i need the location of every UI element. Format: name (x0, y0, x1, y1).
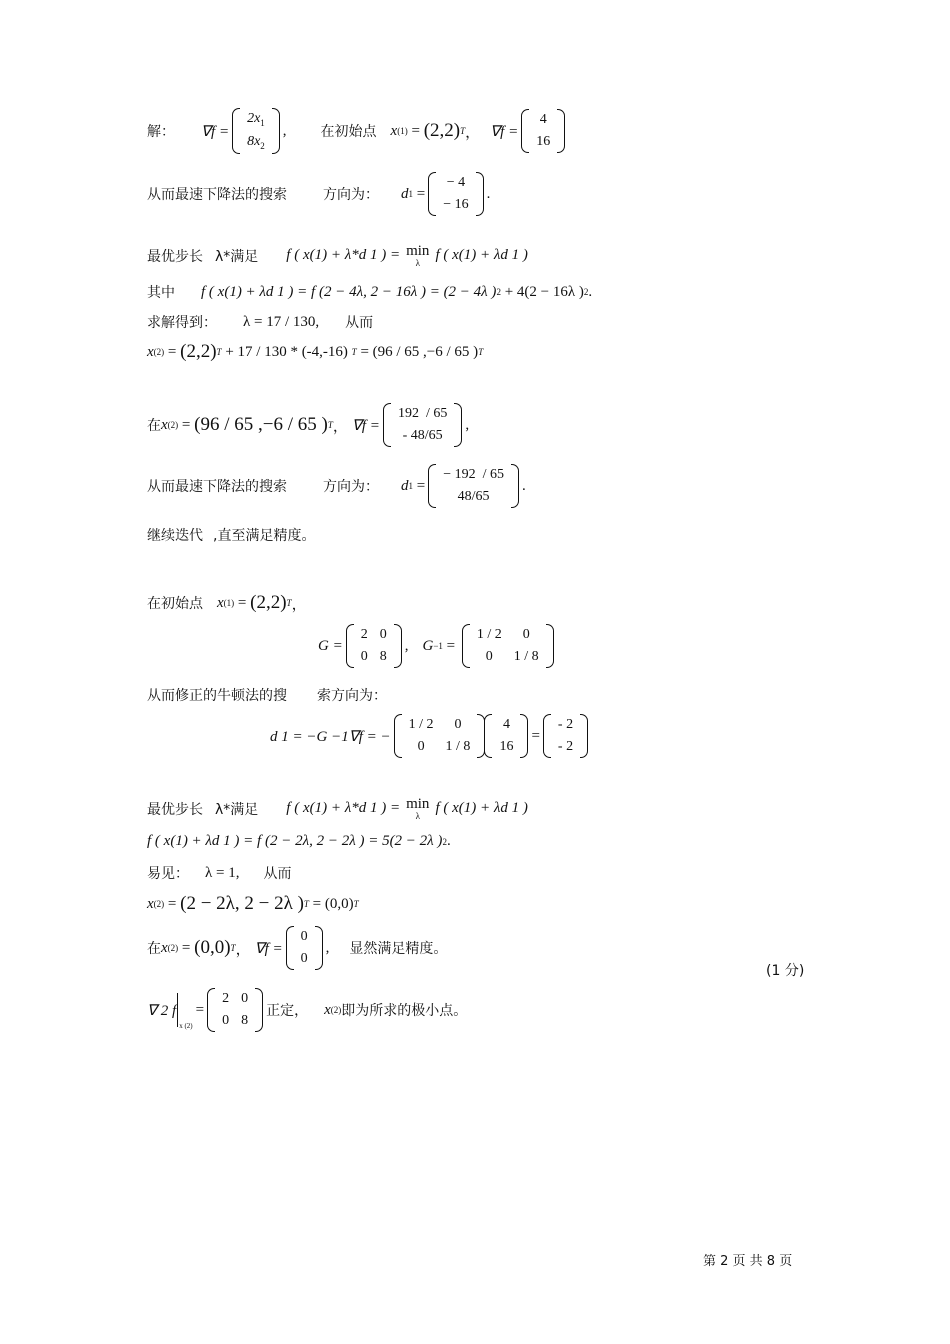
newton-init-line: 在初始点 x (1) = (2,2) T ， (147, 592, 307, 613)
easy-see-line (147, 863, 291, 883)
H-21: 0 (222, 1013, 230, 1028)
transpose-mark-4: T (478, 347, 484, 357)
newton-x2-line: x (2) = (2 − 2λ, 2 − 2λ ) T = (0,0) T (147, 893, 359, 914)
hessian-subscript: x (2) (179, 1022, 193, 1030)
Ginv-21: 0 (485, 649, 493, 664)
newton-direction-text: 从而修正的牛顿法的搜 (147, 688, 287, 704)
transpose-mark: T (460, 126, 466, 136)
transpose-mark-9: T (230, 943, 236, 953)
among-text: 其中 (147, 285, 175, 301)
newton-x2-point: (2 − 2λ, 2 − 2λ ) (180, 893, 304, 914)
initial-point-2: (2,2) (180, 341, 217, 362)
gz-entry-2: 0 (300, 951, 308, 966)
x2-sup-2: (2) (167, 420, 179, 430)
grad-sub-1: 1 (260, 118, 265, 128)
step-expression-lhs: f ( x(1) + λ*d 1 ) = (286, 247, 401, 263)
G-22: 8 (379, 649, 387, 664)
continue-line (147, 525, 315, 545)
newton-direction-is-text: 索方向为： (317, 688, 387, 704)
gradient-line: 解： ∇f = $2x_1$ $8x_2$ , 在初始点 x (1) = (2,2) T ， ∇f = 4 16 (147, 108, 568, 154)
d2-vector (428, 464, 519, 508)
d1-symbol-2: d (401, 477, 409, 494)
gn-entry-2: 16 (499, 739, 514, 754)
x2-symbol-2: x (161, 416, 168, 433)
grad-x1-entry-1: 4 (539, 112, 547, 127)
x2-sup: (2) (153, 347, 165, 357)
transpose-mark-7: T (303, 899, 309, 909)
G-label: G = (318, 637, 343, 654)
H-22: 8 (241, 1013, 249, 1028)
x2-sup-3: (2) (153, 899, 165, 909)
d1-vector (428, 172, 483, 216)
d1-sup-2: 1 (408, 481, 413, 491)
continue-text-2: ,直至满足精度。 (213, 528, 316, 544)
step-expression-rhs: f ( x(1) + λd 1 ) (435, 247, 528, 263)
newton-expansion: f ( x(1) + λd 1 ) = f (2 − 2λ, 2 − 2λ ) = 5(2 − 2λ ) (147, 833, 443, 849)
lambda-star-text-2: λ*满足 (215, 801, 259, 818)
x2-sup-5: (2) (330, 1005, 342, 1015)
zero-point: (0,0) (194, 937, 231, 958)
period-2: . (446, 833, 451, 849)
sd-direction-text: 从而最速下降法的搜索 (147, 187, 287, 203)
d1-entry-2: − 16 (443, 197, 469, 212)
x2-symbol-5: x (324, 1001, 331, 1018)
step-expression-lhs-2: f ( x(1) + λ*d 1 ) = (286, 800, 401, 816)
nr-entry-2: - 2 (557, 739, 574, 754)
grad-sub-2: 2 (260, 141, 265, 151)
square-2: 2 (583, 287, 589, 297)
direction-is-text-2: 方向为： (323, 479, 379, 495)
transpose-mark-2: T (216, 347, 222, 357)
grad-x2-entry-1: 192 / 65 (397, 406, 448, 421)
optimal-step-line-2 (147, 796, 528, 821)
page-footer: 第 2 页 共 8 页 (703, 1254, 793, 1269)
x1-symbol: x (390, 122, 398, 139)
continue-text: 继续迭代 (147, 528, 203, 544)
thus-text: 从而 (345, 315, 374, 331)
min-word: min (406, 243, 430, 259)
d2-entry-2: 48/65 (457, 489, 490, 504)
H-11: 2 (222, 991, 230, 1006)
d2-entry-1: − 192 / 65 (443, 467, 505, 482)
transpose-mark-6: T (286, 598, 292, 608)
x2-step-expression: + 17 / 130 * (-4,-16) (221, 343, 352, 360)
G-matrix (346, 624, 402, 668)
Ginv2-11: 1 / 2 (408, 717, 434, 732)
solution-label: 解： (147, 124, 175, 140)
transpose-mark-5: T (327, 420, 333, 430)
period: . (588, 283, 593, 300)
newton-result-vector (543, 714, 588, 758)
x1-symbol-2: x (217, 594, 224, 611)
transpose-mark-3: T (351, 347, 357, 357)
lambda-one: λ = 1, (205, 864, 240, 881)
expansion-expression: f ( x(1) + λd 1 ) = f (2 − 4λ, 2 − 16λ ) = (2 − 4λ ) (201, 283, 497, 300)
sd-direction-line-2: 从而最速下降法的搜索 方向为： d 1 = − 192 / 65 48/65 . (147, 464, 526, 508)
H-12: 0 (241, 991, 249, 1006)
square-1: 2 (496, 287, 501, 297)
equals: = (416, 185, 426, 202)
grad-x1-entry-2: 16 (536, 134, 551, 149)
min-word-2: min (406, 796, 430, 812)
grad-f-label-4: ∇f = (254, 940, 283, 957)
G-inverse-matrix (462, 624, 554, 668)
newton-x2-result: = (0,0) (308, 895, 354, 912)
G-inverse-symbol: G (422, 637, 434, 654)
optimal-step-line-1 (147, 243, 528, 268)
optimal-step-text: 最优步长 (147, 248, 203, 265)
at-text: 在 (147, 418, 161, 434)
lambda-star-text: λ*满足 (215, 248, 259, 265)
Ginv-22: 1 / 8 (513, 649, 539, 664)
hessian-conclusion-line (147, 988, 467, 1032)
equals-4: = (195, 1001, 205, 1018)
satisfied-text: 显然满足精度。 (349, 941, 448, 957)
grad-vector-newton (484, 714, 528, 758)
evaluation-bar (177, 993, 178, 1027)
grad-f-label-2: ∇f = (490, 123, 519, 140)
sd-direction-line-1: 从而最速下降法的搜索 方向为： d 1 = − 4 − 16 . (147, 172, 490, 216)
expansion-line (147, 282, 592, 302)
G-11: 2 (360, 627, 368, 642)
grad-x2-entry-2: - 48/65 (402, 428, 443, 443)
grad-f-label: ∇f = (201, 123, 230, 140)
grad-zero-vector (286, 926, 323, 970)
x2-symbol-4: x (161, 939, 168, 956)
x2-result: = (96 / 65 ,−6 / 65 ) (356, 343, 479, 360)
grad-entry-1: 2x (247, 111, 261, 126)
newton-direction-lhs: d 1 = −G −1∇f = − (270, 728, 391, 745)
hessian-line: G = 2 0 0 8 , G −1 = 1 / 2 0 0 1 / 8 (318, 624, 557, 668)
at-initial-point-label: 在初始点 (320, 124, 377, 140)
x1-sup: (1) (397, 126, 408, 136)
hessian-matrix (207, 988, 263, 1032)
easy-see-text: 易见： (147, 866, 189, 882)
grad-at-x1-vector (521, 109, 565, 153)
equals-2: = (416, 477, 426, 494)
G-inverse-sup: −1 (433, 641, 443, 651)
is-minimum-text: 即为所求的极小点。 (341, 1003, 468, 1019)
G-12: 0 (379, 627, 387, 642)
direction-is-text: 方向为： (323, 187, 379, 203)
d1-symbol: d (401, 185, 409, 202)
thus-text-2: 从而 (263, 866, 292, 882)
initial-point-3: (2,2) (250, 592, 287, 613)
step-expression-rhs-2: f ( x(1) + λd 1 ) (435, 800, 528, 816)
gn-entry-1: 4 (502, 717, 510, 732)
square-3: 2 (442, 836, 447, 847)
Ginv2-12: 0 (454, 717, 462, 732)
Ginv-12: 0 (522, 627, 530, 642)
x2-computation-line: x (2) = (2,2) T + 17 / 130 * (-4,-16) T = (96 / 65 ,−6 / 65 ) T (147, 341, 484, 362)
grad-at-x2-vector (383, 403, 462, 447)
positive-definite-text: 正定， (266, 1003, 309, 1019)
G-inverse-matrix-2 (394, 714, 486, 758)
newton-direction-eq (270, 714, 591, 758)
Ginv-11: 1 / 2 (476, 627, 502, 642)
x1-sup-2: (1) (223, 598, 235, 608)
newton-expansion-line (147, 833, 451, 850)
at-text-2: 在 (147, 941, 161, 957)
grad-symbolic-vector (232, 108, 280, 154)
lambda-value: λ = 17 / 130, (243, 313, 320, 330)
Ginv2-21: 0 (417, 739, 425, 754)
solve-text: 求解得到： (147, 315, 217, 331)
G-21: 0 (360, 649, 368, 664)
min-subscript-2: λ (415, 811, 420, 821)
x2-symbol: x (147, 343, 154, 360)
optimal-step-text-2: 最优步长 (147, 801, 203, 818)
newton-direction-text-line (147, 685, 387, 705)
gz-entry-1: 0 (300, 929, 308, 944)
grad-f-label-3: ∇f = (351, 417, 380, 434)
at-zero-line: 在 x (2) = (0,0) T ， ∇f = 0 0 , 显然满足精度。 (147, 926, 447, 970)
solve-line (147, 312, 373, 332)
hessian-symbol: ∇ 2 f (147, 1002, 177, 1019)
expansion-middle: + 4(2 − 16λ ) (500, 283, 584, 300)
d1-entry-1: − 4 (446, 175, 466, 190)
at-initial-point-label-2: 在初始点 (147, 596, 203, 612)
min-subscript: λ (415, 258, 420, 268)
sd-direction-text-2: 从而最速下降法的搜索 (147, 479, 287, 495)
score-note: (1 分) (766, 963, 805, 979)
x2-point: (96 / 65 ,−6 / 65 ) (194, 414, 328, 435)
min-operator-2 (406, 796, 429, 821)
grad-entry-2: 8x (247, 134, 261, 149)
x2-sup-4: (2) (167, 943, 179, 953)
nr-entry-1: - 2 (557, 717, 574, 732)
initial-point: (2,2) (423, 120, 461, 141)
transpose-mark-8: T (353, 899, 359, 909)
d1-sup: 1 (408, 189, 413, 199)
at-x2-gradient-line: 在 x (2) = (96 / 65 ,−6 / 65 ) T ， ∇f = 192 / 65 - 48/65 , (147, 403, 469, 447)
x2-symbol-3: x (147, 895, 154, 912)
equals-3: = (531, 727, 540, 744)
Ginv2-22: 1 / 8 (445, 739, 471, 754)
min-operator (406, 243, 429, 268)
